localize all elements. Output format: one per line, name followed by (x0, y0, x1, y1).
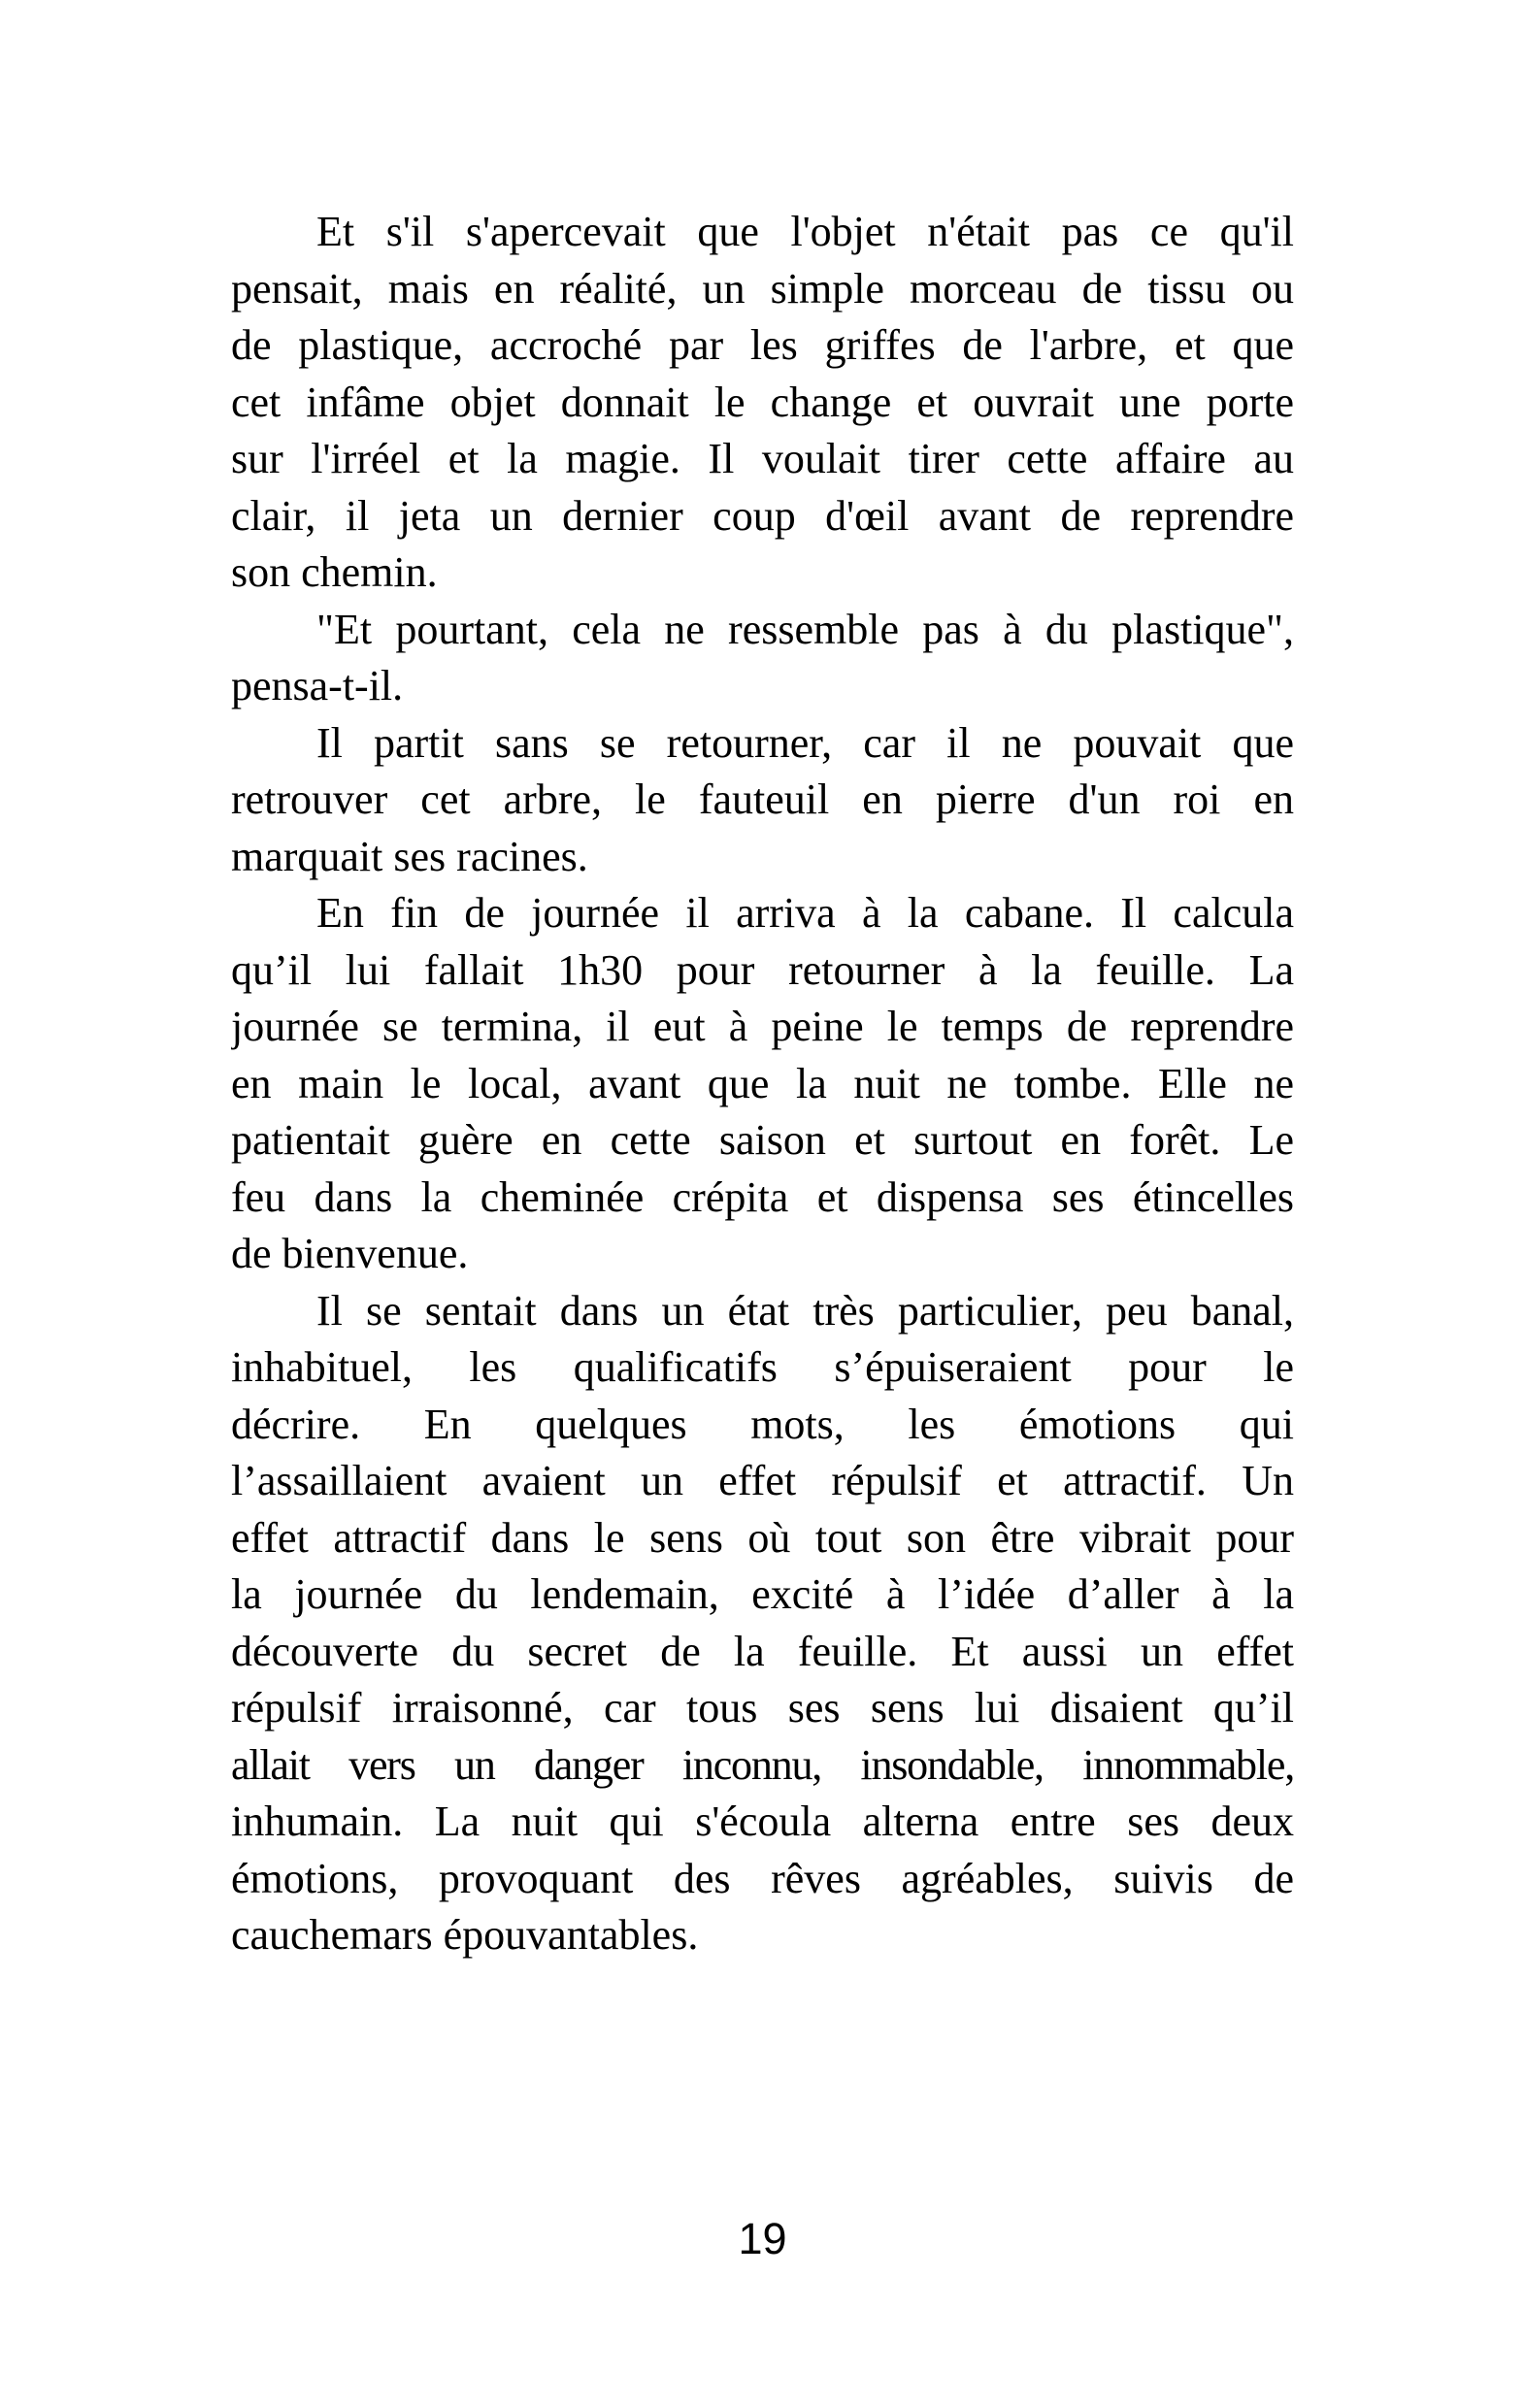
text-line: en main le local, avant que la nuit ne tombe. Elle ne (231, 1059, 1294, 1107)
text-line: effet attractif dans le sens où tout son être vibrait pour (231, 1513, 1294, 1562)
text-line: Il partit sans se retourner, car il ne pouvait que (316, 718, 1294, 767)
text-line: journée se termina, il eut à peine le temps de reprendre (231, 1003, 1294, 1050)
text-line: "Et pourtant, cela ne ressemble pas à du plastique", (316, 605, 1294, 653)
text-line: marquait ses racines. (231, 832, 588, 880)
text-line: inhabituel, les qualificatifs s’épuiseraient pour le (231, 1343, 1294, 1391)
page-number: 19 (738, 2214, 787, 2263)
text-line: inhumain. La nuit qui s'écoula alterna entre ses deux (231, 1798, 1294, 1845)
text-line: clair, il jeta un dernier coup d'œil avant de reprendre (231, 491, 1294, 540)
text-line: de bienvenue. (231, 1230, 469, 1277)
text-line: retrouver cet arbre, le fauteuil en pierre d'un roi en (231, 775, 1294, 823)
text-line: pensa-t-il. (231, 662, 404, 709)
text-line: sur l'irréel et la magie. Il voulait tirer cette affaire au (231, 435, 1294, 482)
text-line: allait vers un danger inconnu, insondable, innommable, (231, 1740, 1294, 1789)
text-line: Et s'il s'apercevait que l'objet n'était pas ce qu'il (316, 208, 1294, 255)
text-line: émotions, provoquant des rêves agréables, suivis de (231, 1854, 1294, 1902)
text-line: Il se sentait dans un état très particulier, peu banal, (316, 1286, 1294, 1335)
text-line: son chemin. (231, 548, 438, 596)
text-line: décrire. En quelques mots, les émotions qui (231, 1400, 1294, 1448)
text-line: cet infâme objet donnait le change et ouvrait une porte (231, 378, 1294, 426)
text-line: l’assaillaient avaient un effet répulsif et attractif. Un (231, 1457, 1294, 1504)
text-line: patientait guère en cette saison et surtout en forêt. Le (231, 1116, 1294, 1164)
text-line: cauchemars épouvantables. (231, 1911, 699, 1959)
text-line: de plastique, accroché par les griffes de l'arbre, et que (231, 321, 1294, 369)
text-line: la journée du lendemain, excité à l’idée d’aller à la (231, 1570, 1294, 1618)
page-text (231, 204, 1294, 1964)
text-line: qu’il lui fallait 1h30 pour retourner à la feuille. La (231, 945, 1294, 994)
text-line: En fin de journée il arriva à la cabane. Il calcula (316, 889, 1294, 937)
text-line: répulsif irraisonné, car tous ses sens lui disaient qu’il (231, 1684, 1294, 1732)
text-line: découverte du secret de la feuille. Et aussi un effet (231, 1627, 1294, 1675)
text-line: feu dans la cheminée crépita et dispensa ses étincelles (231, 1172, 1294, 1221)
text-line: pensait, mais en réalité, un simple morceau de tissu ou (231, 264, 1294, 313)
